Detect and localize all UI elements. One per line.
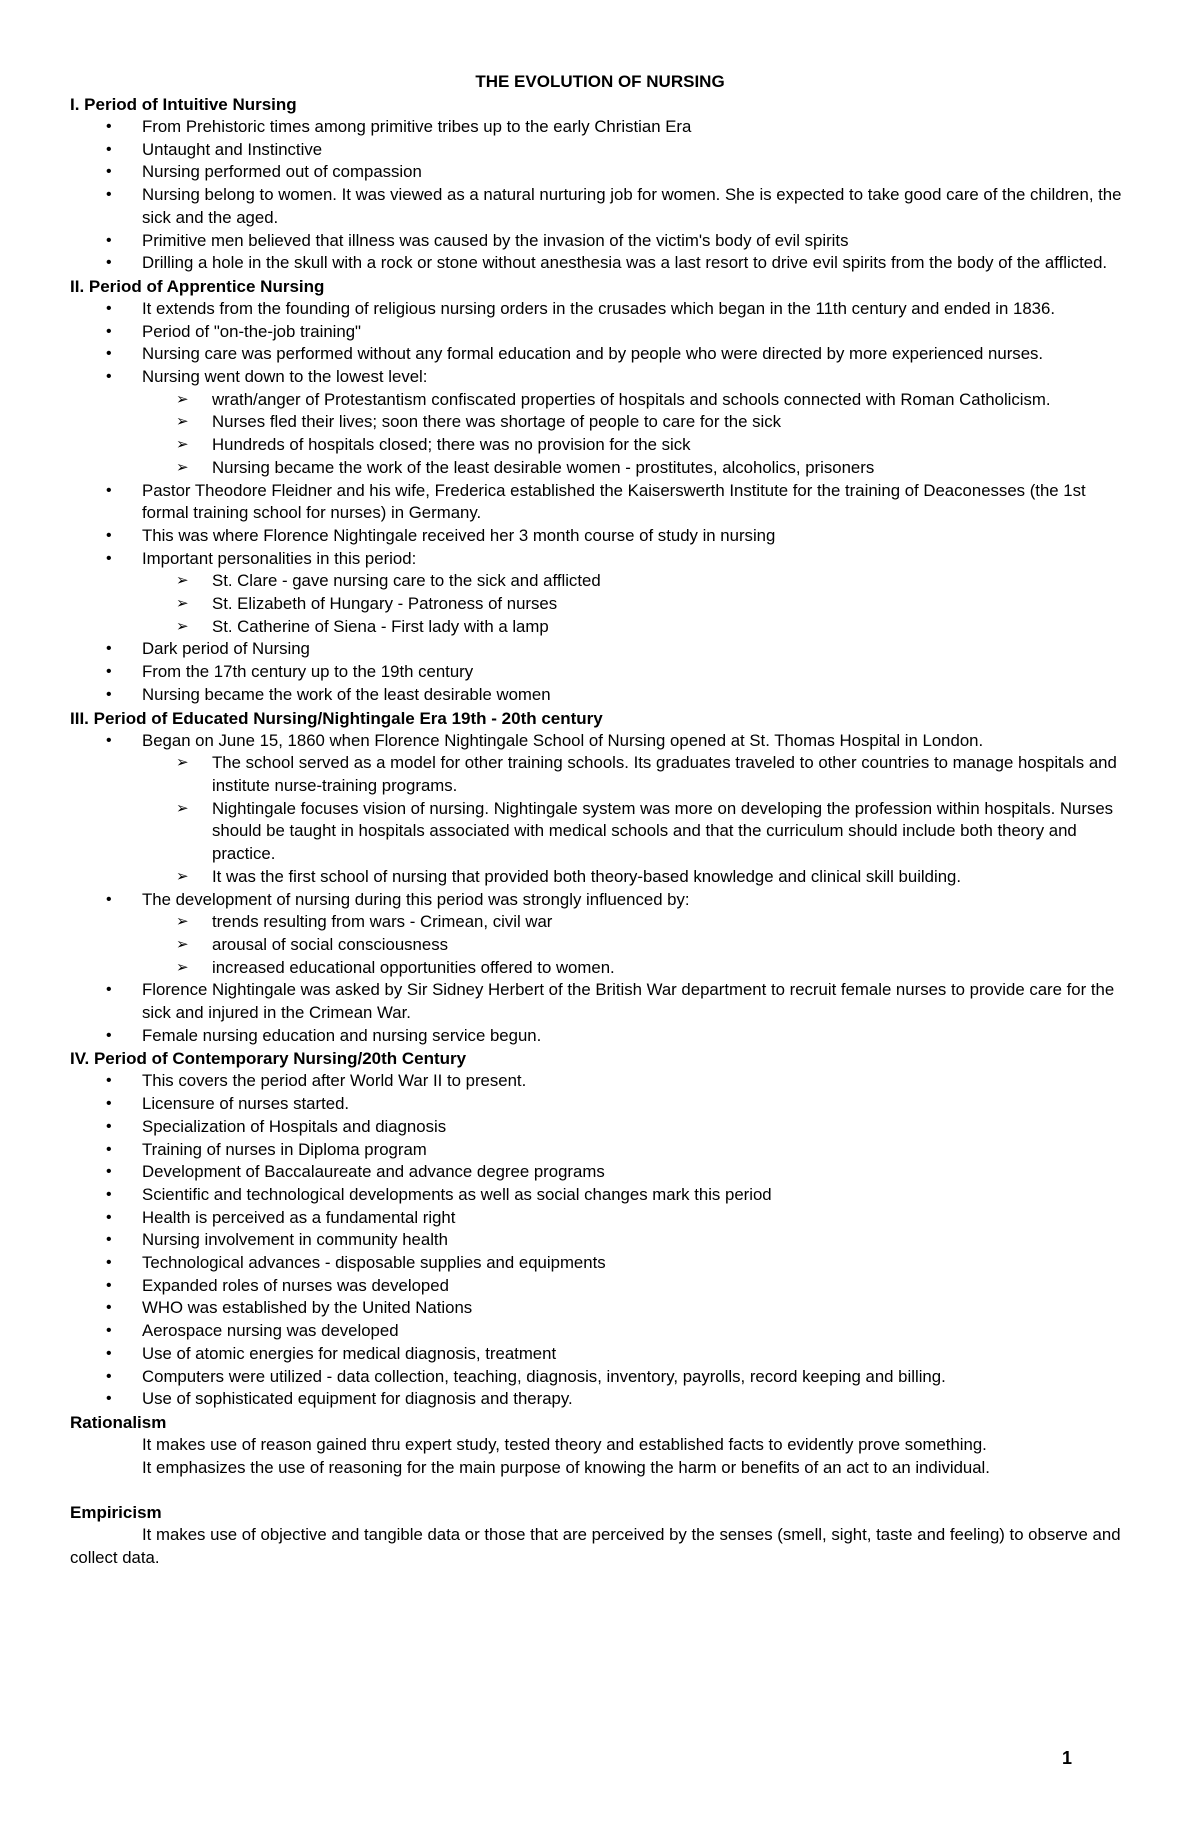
- bullet-item: • It extends from the founding of religious nursing orders in the crusades which began in the 11th century and ended in 1836.: [70, 298, 1130, 321]
- bullet-list: [70, 730, 1130, 1048]
- rationalism-heading: Rationalism: [70, 1412, 167, 1432]
- empiricism-heading: Empiricism: [70, 1503, 162, 1523]
- bullet-list: [70, 298, 1130, 707]
- bullet-item: • Nursing became the work of the least desirable women: [70, 684, 1130, 707]
- bullet-item: • Nursing involvement in community health: [70, 1229, 1130, 1252]
- rationalism-paragraph-2: It emphasizes the use of reasoning for the main purpose of knowing the harm or benefits of an act to an individual.: [142, 1457, 990, 1477]
- empiricism-paragraph-1: It makes use of objective and tangible data or those that are perceived by the senses (smell, sight, taste and feeling) to observe and collect data.: [70, 1525, 1121, 1568]
- bullet-item: • The development of nursing during this period was strongly influenced by:: [70, 889, 1130, 912]
- bullet-item: • Untaught and Instinctive: [70, 139, 1130, 162]
- bullet-list: [70, 1070, 1130, 1411]
- bullet-item: • Training of nurses in Diploma program: [70, 1139, 1130, 1162]
- sub-bullet-item: ➢ St. Elizabeth of Hungary - Patroness of nurses: [70, 593, 1130, 616]
- bullet-item: • Dark period of Nursing: [70, 638, 1130, 661]
- bullet-item: • Use of atomic energies for medical diagnosis, treatment: [70, 1343, 1130, 1366]
- bullet-item: • Scientific and technological developments as well as social changes mark this period: [70, 1184, 1130, 1207]
- spacer: [70, 1479, 1130, 1501]
- document-title: THE EVOLUTION OF NURSING: [475, 72, 725, 91]
- bullet-item: • Aerospace nursing was developed: [70, 1320, 1130, 1343]
- sub-bullet-item: ➢ arousal of social consciousness: [70, 934, 1130, 957]
- sub-bullet-item: ➢ Hundreds of hospitals closed; there was no provision for the sick: [70, 434, 1130, 457]
- bullet-item: • Technological advances - disposable supplies and equipments: [70, 1252, 1130, 1275]
- bullet-item: • Nursing went down to the lowest level:: [70, 366, 1130, 389]
- bullet-item: • Period of "on-the-job training": [70, 321, 1130, 344]
- bullet-item: • Nursing performed out of compassion: [70, 161, 1130, 184]
- sub-bullet-item: ➢ St. Catherine of Siena - First lady with a lamp: [70, 616, 1130, 639]
- bullet-item: • Female nursing education and nursing service begun.: [70, 1025, 1130, 1048]
- bullet-item: • This covers the period after World War II to present.: [70, 1070, 1130, 1093]
- sub-bullet-item: ➢ increased educational opportunities offered to women.: [70, 957, 1130, 980]
- sub-bullet-item: ➢ Nightingale focuses vision of nursing. Nightingale system was more on developing the profession within hospitals. Nurses should be taught in hospitals associated with medical schools and that the curriculum should include both theory and practice.: [70, 798, 1130, 866]
- sub-bullet-item: ➢ Nursing became the work of the least desirable women - prostitutes, alcoholics, prisoners: [70, 457, 1130, 480]
- rationalism-paragraph-1: It makes use of reason gained thru expert study, tested theory and established facts to evidently prove something.: [142, 1434, 987, 1454]
- sub-bullet-item: ➢ St. Clare - gave nursing care to the sick and afflicted: [70, 570, 1130, 593]
- bullet-item: • Use of sophisticated equipment for diagnosis and therapy.: [70, 1388, 1130, 1411]
- bullet-item: • Drilling a hole in the skull with a rock or stone without anesthesia was a last resort to drive evil spirits from the body of the afflicted.: [70, 252, 1130, 275]
- bullet-item: • Nursing belong to women. It was viewed as a natural nurturing job for women. She is expected to take good care of the children, the sick and the aged.: [70, 184, 1130, 229]
- sub-bullet-item: ➢ trends resulting from wars - Crimean, civil war: [70, 911, 1130, 934]
- bullet-item: • Licensure of nurses started.: [70, 1093, 1130, 1116]
- bullet-item: • Specialization of Hospitals and diagnosis: [70, 1116, 1130, 1139]
- section-heading: IV. Period of Contemporary Nursing/20th Century: [70, 1049, 467, 1069]
- sections-container: [70, 93, 1130, 1411]
- bullet-item: • Computers were utilized - data collection, teaching, diagnosis, inventory, payrolls, record keeping and billing.: [70, 1366, 1130, 1389]
- bullet-item: • This was where Florence Nightingale received her 3 month course of study in nursing: [70, 525, 1130, 548]
- bullet-item: • Development of Baccalaureate and advance degree programs: [70, 1161, 1130, 1184]
- sub-bullet-item: ➢ wrath/anger of Protestantism confiscated properties of hospitals and schools connected with Roman Catholicism.: [70, 389, 1130, 412]
- bullet-item: • Began on June 15, 1860 when Florence Nightingale School of Nursing opened at St. Thomas Hospital in London.: [70, 730, 1130, 753]
- document-page: [70, 70, 1130, 1570]
- sub-bullet-item: ➢ It was the first school of nursing that provided both theory-based knowledge and clinical skill building.: [70, 866, 1130, 889]
- bullet-item: • Expanded roles of nurses was developed: [70, 1275, 1130, 1298]
- bullet-item: • WHO was established by the United Nations: [70, 1297, 1130, 1320]
- sub-bullet-item: ➢ Nurses fled their lives; soon there was shortage of people to care for the sick: [70, 411, 1130, 434]
- bullet-item: • Nursing care was performed without any formal education and by people who were directed by more experienced nurses.: [70, 343, 1130, 366]
- bullet-item: • Health is perceived as a fundamental right: [70, 1207, 1130, 1230]
- bullet-item: • From Prehistoric times among primitive tribes up to the early Christian Era: [70, 116, 1130, 139]
- bullet-item: • Pastor Theodore Fleidner and his wife, Frederica established the Kaiserswerth Institute for the training of Deaconesses (the 1st formal training school for nurses) in Germany.: [70, 480, 1130, 525]
- bullet-item: • Important personalities in this period:: [70, 548, 1130, 571]
- bullet-item: • Primitive men believed that illness was caused by the invasion of the victim's body of evil spirits: [70, 230, 1130, 253]
- bullet-item: • Florence Nightingale was asked by Sir Sidney Herbert of the British War department to recruit female nurses to provide care for the sick and injured in the Crimean War.: [70, 979, 1130, 1024]
- sub-bullet-item: ➢ The school served as a model for other training schools. Its graduates traveled to other countries to manage hospitals and institute nurse-training programs.: [70, 752, 1130, 797]
- bullet-list: [70, 116, 1130, 275]
- bullet-item: • From the 17th century up to the 19th century: [70, 661, 1130, 684]
- section-heading: II. Period of Apprentice Nursing: [70, 276, 325, 296]
- page-number: 1: [1061, 1748, 1072, 1768]
- section-heading: III. Period of Educated Nursing/Nightingale Era 19th - 20th century: [70, 708, 603, 728]
- section-heading: I. Period of Intuitive Nursing: [70, 95, 297, 114]
